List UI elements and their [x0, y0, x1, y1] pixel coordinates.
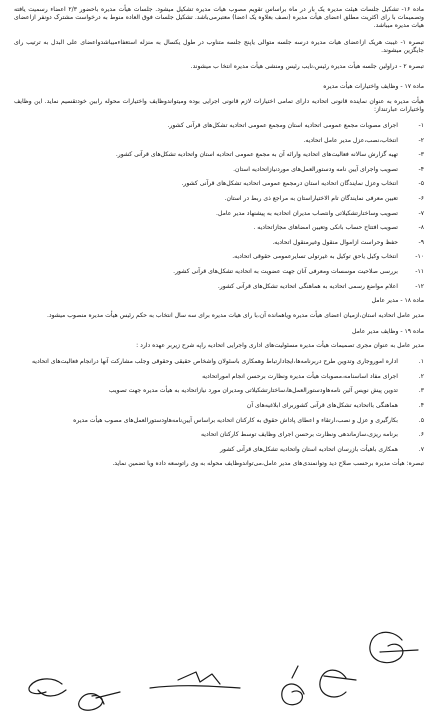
item-text: هماهنگی بااتحادیه تشکل‌های قرآنی کشوربرای ابلاغیه‌های آن [246, 401, 398, 409]
list-item [14, 268, 424, 276]
item-text: تهیه گزارش سالانه فعالیت‌های اتحادیه وارائه آن به مجمع عمومی اتحادیه استان واتحادیه تشکل‌های قرآنی کشور. [115, 151, 398, 159]
item-number: ۱. [418, 358, 424, 366]
item-number: ۶. [418, 431, 424, 439]
list-item [14, 239, 424, 247]
list-item [14, 122, 424, 130]
list-item [14, 253, 424, 261]
signature-1 [370, 632, 418, 662]
document-page [14, 6, 424, 477]
item-number: ۲- [418, 136, 424, 144]
article-19-list [14, 358, 424, 454]
list-item [14, 210, 424, 218]
article-18-heading: ماده ۱۸ - مدیر عامل [371, 297, 424, 305]
article-19-heading: ماده ۱۹ - وظایف مدیر عامل [351, 327, 424, 335]
item-number: ۷. [418, 445, 424, 453]
item-number: ۱۲- [415, 282, 424, 290]
article-19-intro: مدیر عامل به عنوان مجری تصمیمات هیأت مدیره مسئولیت‌های اداری واجرایی اتحادیه راپه شرح زیربر عهده دارد : [136, 341, 424, 349]
signature-5 [79, 692, 120, 710]
article-18-text: مدیر عامل اتحادیه استان،ازمیان اعضای هیأت مدیره ویاهمانده آن،با رای هیات مدیره برای سه سال انتخاب به حکم رئیس هیأت مدیره منصوب میشود. [46, 311, 424, 319]
signature-4 [150, 672, 240, 688]
list-item [14, 387, 424, 395]
article-16-note-1: تبصره ۱- غیبت هریک ازاعضای هیات مدیره درسه جلسه متوالی یاپنج جلسه متناوب در طول یکسال به منزله استعفاءمیباشدواعضای علی البدل به ترتیب رای جایگزین میشوند. [14, 38, 424, 54]
item-text: اجرای مصوبات مجمع عمومی اتحادیه استان ومجمع عمومی اتحادیه تشکل‌های قرآنی کشور. [167, 121, 398, 129]
item-text: تصویب افتتاح حساب بانکی وتعیین امضاهای مجازاتحادیه . [253, 224, 398, 232]
item-text: انتخاب،نصب،عزل مدیر عامل اتحادیه. [303, 136, 398, 144]
item-number: ۵- [418, 180, 424, 188]
signatures [0, 606, 438, 713]
item-text: اداره اموروجاری وتدوین طرح دربرنامه‌ها،ایجادارتباط وهمکاری باسئولان واشخاص حقیقی وحقوقی وجلب مشارکت آنها درانجام فعالیت‌های اتحادیه [31, 358, 398, 366]
item-text: حفظ وحراست ازاموال منقول وغیرمنقول اتحادیه. [272, 238, 398, 246]
signature-6 [29, 679, 66, 696]
item-text: تعیین معرفی نمایندگان تام الاختیاراستان به مراجع ذی ربط در استان. [224, 195, 398, 203]
list-item [14, 402, 424, 410]
item-number: ۴- [418, 165, 424, 173]
item-text: تدوین پیش نویس آئین نامه‌هاودستورالعمل‌ها،ساختارتشکیلاتی ومدیران مورد نیازاتحادیه به هیأت مدیره جهت تصویب [108, 387, 398, 395]
list-item [14, 358, 424, 366]
item-text: بکارگیری و عزل و نصب،ارتقاء و اعطای پاداش حقوق به کارکنان اتحادیه براساس آیین‌نامه‌هاودستورالعمل‌های مصوب هیأت مدیره [73, 416, 398, 424]
list-item [14, 373, 424, 381]
item-text: انتخاب وعزل نمایندگان اتحادیه استان درمجمع عمومی اتحادیه تشکل‌های قرآنی کشور. [181, 180, 398, 188]
list-item [14, 180, 424, 188]
list-item [14, 431, 424, 439]
signature-2 [320, 670, 356, 697]
list-item [14, 195, 424, 203]
item-text: تصویب واجرای آیین نامه ودستورالعمل‌های موردنیازاتحادیه استان. [233, 165, 398, 173]
article-19-note: تبصره: هیأت مدیره برحسب صلاح دید وتوانمندی‌های مدیر عامل،می‌تواندوظایف محوله به وی راتوسعه داده ویا تضمین نماید. [112, 460, 424, 468]
article-16-text: ماده ۱۶- تشکیل جلسات هیئت مدیره یک بار در ماه براساس تقویم مصوب هیات مدیره تشکیل میشود. جلسات هیأت مدیره باحضور ۲/۳ اعضاء رسمیت یافته وتصمیمات با رای اکثریت مطلق اعضای هیأت مدیره (نصف بعلاوه یک اعضا) معتبرمی‌باشد. تشکیل جلسات فوق العاده منوط به درخواست مشترک دونفر ازاعضای هیات مدیره میباشد. [14, 6, 424, 30]
item-number: ۳. [418, 387, 424, 395]
list-item [14, 151, 424, 159]
list-item [14, 137, 424, 145]
list-item [14, 224, 424, 232]
item-text: اعلام مواضع رسمی اتحادیه به هماهنگی اتحادیه تشکل‌های قرآنی کشور. [217, 282, 398, 290]
item-text: اجرای مفاد اساسنامه،مصوبات هیأت مدیره ونظارت برحسن انجام اموراتحادیه [202, 372, 398, 380]
article-17-intro: هیأت مدیره به عنوان نماینده قانونی اتحادیه دارای تمامی اختیارات لازم قانونی اجرایی بوده ومیتواندوظایف واختیارات محوله رابین خودتقسیم نماید. این وظایف واختیارات عبارتنداز: [14, 97, 424, 113]
article-17-heading: ماده ۱۷ - وظایف واختیارات هیأت مدیره [323, 83, 424, 91]
item-number: ۳- [418, 151, 424, 159]
article-16-note-2: تبصره ۲ - دراولین جلسه هیأت مدیره رئیس،نایب رئیس ومنشی هیأت مدیره انتخا ب میشوند. [190, 63, 424, 71]
item-number: ۱۱- [415, 268, 424, 276]
item-text: تصویب وساختارتشکیلاتی وانتصاب مدیران اتحادیه به پیشنهاد مدیر عامل. [216, 209, 398, 217]
item-number: ۱- [418, 121, 424, 129]
list-item [14, 166, 424, 174]
item-text: انتخاب وکیل یاحق توکیل به غیرتولی تسایرعمومی حقوقی اتحادیه. [232, 253, 398, 261]
item-number: ۲. [418, 372, 424, 380]
item-number: ۵. [418, 416, 424, 424]
item-number: ۸- [418, 224, 424, 232]
item-number: ۷- [418, 209, 424, 217]
list-item [14, 446, 424, 454]
item-number: ۱۰- [415, 253, 424, 261]
item-text: بررسی صلاحیت موسسات ومعرفی آنان جهت عضویت به اتحادیه تشکل‌های قرآنی کشور. [173, 268, 398, 276]
item-text: همکاری باهیأت بازرسان اتحادیه استان واتحادیه تشکل‌های قرآنی کشور [220, 445, 398, 453]
signature-3 [282, 666, 304, 705]
item-number: ۴. [418, 401, 424, 409]
item-number: ۹- [418, 238, 424, 246]
article-17-list [14, 122, 424, 291]
item-text: برنامه ریزی،سازماندهی ونظارت برحسن اجرای وظایف توسط کارکنان اتحادیه [201, 431, 398, 439]
list-item [14, 417, 424, 425]
list-item [14, 283, 424, 291]
item-number: ۶- [418, 195, 424, 203]
